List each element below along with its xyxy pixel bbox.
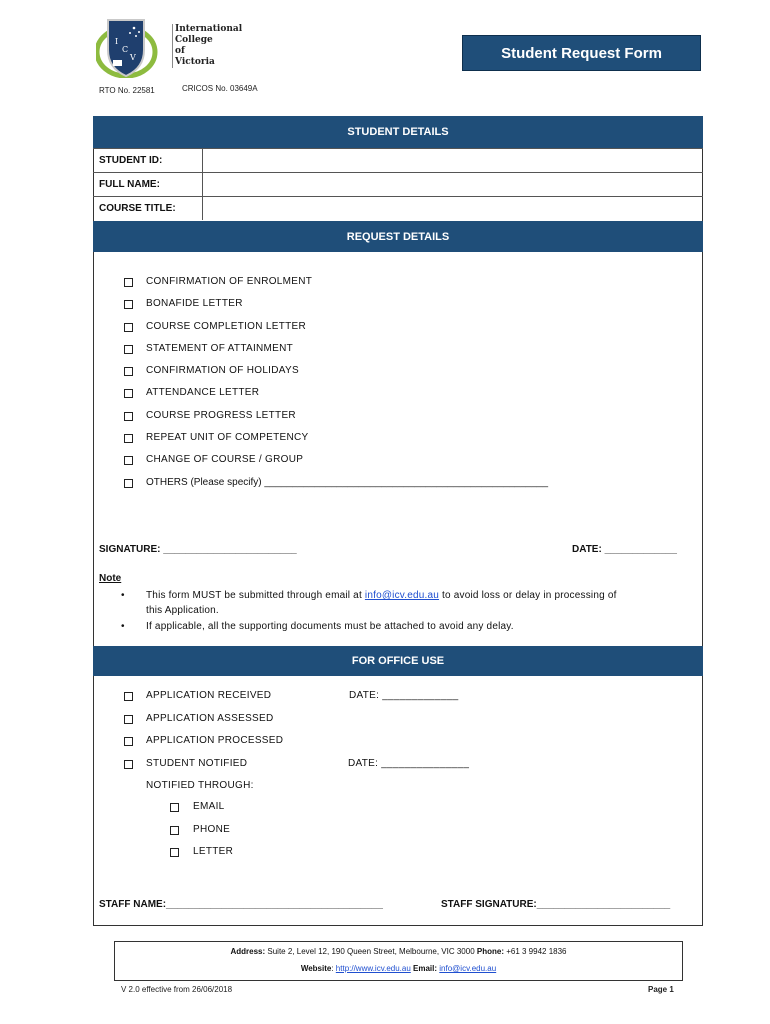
bullet-dot: • (121, 590, 125, 601)
svg-text:V: V (130, 53, 136, 62)
address-label: Address: (230, 947, 266, 956)
course-title-field[interactable] (202, 197, 703, 220)
full-name-label: FULL NAME: (99, 179, 160, 190)
checkbox-letter[interactable] (170, 848, 179, 857)
option-change-of-course-group: CHANGE OF COURSE / GROUP (146, 454, 304, 465)
option-repeat-unit-of-competency: REPEAT UNIT OF COMPETENCY (146, 432, 309, 443)
college-logo (96, 16, 168, 78)
checkbox-application-assessed[interactable] (124, 715, 133, 724)
student-id-field[interactable] (202, 149, 703, 172)
cricos-number: CRICOS No. 03649A (182, 84, 258, 93)
course-title-label: COURSE TITLE: (99, 203, 176, 214)
checkbox-repeat-unit-of-competency[interactable] (124, 434, 133, 443)
student-id-row (93, 148, 703, 172)
checkbox-application-received[interactable] (124, 692, 133, 701)
form-title: Student Request Form (462, 35, 701, 71)
request-details-heading: REQUEST DETAILS (93, 221, 703, 252)
notified-date-field[interactable]: DATE: _______________ (348, 758, 470, 769)
option-statement-of-attainment: STATEMENT OF ATTAINMENT (146, 343, 294, 354)
option-application-processed: APPLICATION PROCESSED (146, 735, 284, 746)
staff-name-field[interactable]: STAFF NAME:_______________________________________ (99, 899, 383, 910)
note-bullet-1 (146, 588, 691, 618)
page-number: Page 1 (648, 985, 674, 994)
option-confirmation-of-enrolment: CONFIRMATION OF ENROLMENT (146, 276, 313, 287)
option-course-progress-letter: COURSE PROGRESS LETTER (146, 410, 296, 421)
option-bonafide-letter: BONAFIDE LETTER (146, 298, 243, 309)
svg-text:I: I (115, 37, 119, 46)
option-course-completion-letter: COURSE COMPLETION LETTER (146, 321, 306, 332)
received-date-field[interactable]: DATE: _____________ (349, 690, 459, 701)
version-text: V 2.0 effective from 26/06/2018 (121, 985, 233, 994)
college-name: International College of Victoria (175, 24, 243, 67)
note-heading: Note (99, 573, 122, 584)
phone-text: +61 3 9942 1836 (503, 947, 567, 956)
checkbox-change-of-course-group[interactable] (124, 456, 133, 465)
checkbox-confirmation-of-enrolment[interactable] (124, 278, 133, 287)
footer-email-link[interactable]: info@icv.edu.au (439, 964, 497, 973)
checkbox-others[interactable] (124, 479, 133, 488)
option-application-received: APPLICATION RECEIVED (146, 690, 272, 701)
svg-text:C: C (122, 45, 129, 54)
option-letter: LETTER (193, 846, 234, 857)
student-details-heading: STUDENT DETAILS (93, 116, 703, 148)
option-email: EMAIL (193, 801, 225, 812)
email-link[interactable]: info@icv.edu.au (364, 590, 440, 601)
address-text: Suite 2, Level 12, 190 Queen Street, Melbourne, VIC 3000 (265, 947, 477, 956)
option-phone: PHONE (193, 824, 231, 835)
website-label: Website (300, 964, 332, 973)
bullet-dot: • (121, 621, 125, 632)
logo-divider (172, 24, 173, 68)
checkbox-student-notified[interactable] (124, 760, 133, 769)
option-confirmation-of-holidays: CONFIRMATION OF HOLIDAYS (146, 365, 299, 376)
note-text: to avoid loss or delay in processing of (439, 590, 617, 601)
student-id-label: STUDENT ID: (99, 155, 163, 166)
option-student-notified: STUDENT NOTIFIED (146, 758, 248, 769)
footer-address (115, 947, 682, 956)
checkbox-email[interactable] (170, 803, 179, 812)
note-text: This form MUST be submitted through email at (146, 590, 365, 601)
checkbox-application-processed[interactable] (124, 737, 133, 746)
rto-number: RTO No. 22581 (99, 86, 155, 95)
office-use-heading: FOR OFFICE USE (93, 646, 703, 676)
checkbox-phone[interactable] (170, 826, 179, 835)
footer-web: Website: http://www.icv.edu.au Email: info@icv.edu.au (300, 964, 497, 973)
full-name-row (93, 172, 703, 196)
note-bullet-2: If applicable, all the supporting documents must be attached to avoid any delay. (146, 621, 514, 632)
course-title-row (93, 196, 703, 220)
signature-field[interactable]: SIGNATURE: ________________________ (99, 544, 297, 555)
checkbox-bonafide-letter[interactable] (124, 300, 133, 309)
date-field[interactable]: DATE: _____________ (572, 544, 677, 555)
notified-through-label: NOTIFIED THROUGH: (146, 780, 254, 791)
staff-signature-field[interactable]: STAFF SIGNATURE:________________________ (441, 899, 671, 910)
checkbox-course-completion-letter[interactable] (124, 323, 133, 332)
option-others[interactable]: OTHERS (Please specify) ___________________________________________________ (146, 477, 549, 488)
checkbox-course-progress-letter[interactable] (124, 412, 133, 421)
note-text: this Application. (146, 605, 219, 616)
phone-label: Phone: (476, 947, 504, 956)
option-application-assessed: APPLICATION ASSESSED (146, 713, 274, 724)
email-label: Email: (413, 964, 438, 973)
website-link[interactable]: http://www.icv.edu.au (335, 964, 411, 973)
checkbox-confirmation-of-holidays[interactable] (124, 367, 133, 376)
checkbox-statement-of-attainment[interactable] (124, 345, 133, 354)
option-attendance-letter: ATTENDANCE LETTER (146, 387, 260, 398)
footer-contact-box (114, 941, 683, 981)
full-name-field[interactable] (202, 173, 703, 196)
checkbox-attendance-letter[interactable] (124, 389, 133, 398)
